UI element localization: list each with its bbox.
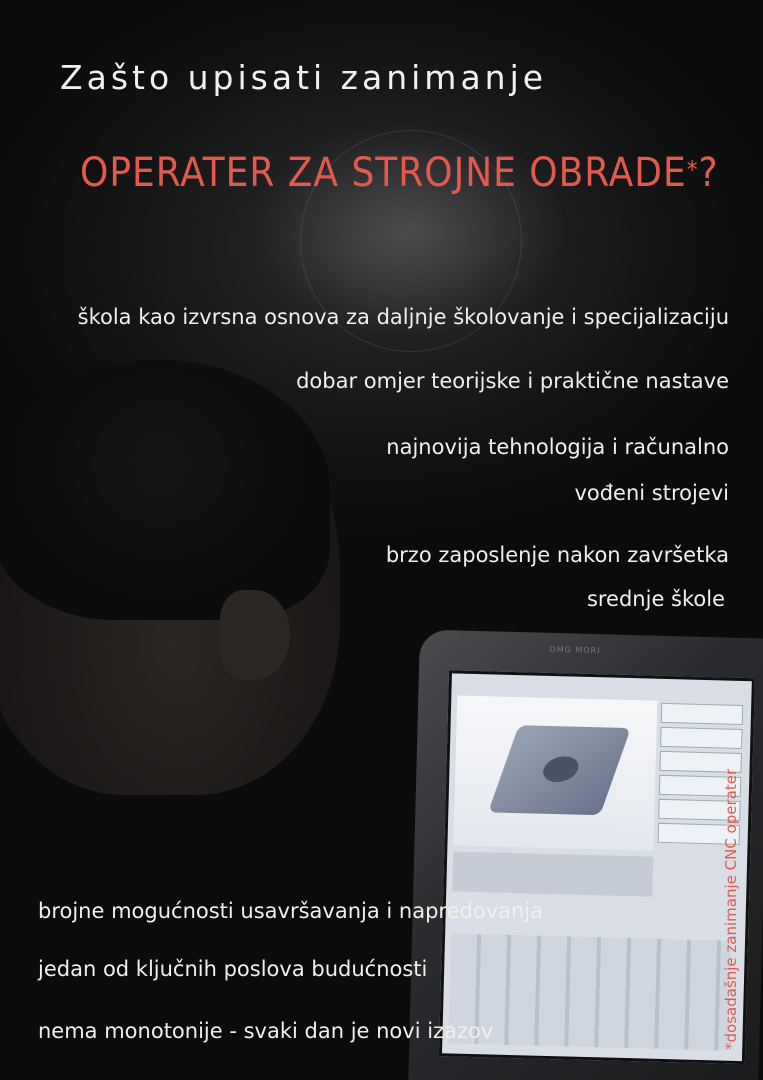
bullet-2: dobar omjer teorijske i praktične nastave	[296, 369, 729, 393]
side-softkey	[660, 727, 742, 749]
cnc-screen	[439, 670, 755, 1064]
footnote-vertical: *dosadašnje zanimanje CNC operater	[722, 768, 740, 1050]
bullet-6: jedan od ključnih poslova budućnosti	[38, 957, 428, 981]
workpiece-image	[488, 725, 631, 815]
person-hair	[0, 360, 330, 620]
title-occupation: OPERATER ZA STROJNE OBRADE	[80, 150, 687, 196]
bullet-5: brojne mogućnosti usavršavanja i napredovanja	[38, 899, 543, 923]
bullet-4-line-2: srednje škole	[586, 587, 725, 611]
title-question-mark: ?	[698, 150, 719, 196]
cnc-control-panel	[408, 629, 763, 1080]
side-softkey	[661, 703, 743, 725]
bullet-7: nema monotonije - svaki dan je novi izazov	[38, 1019, 494, 1043]
3d-part-view	[453, 695, 657, 850]
machine-brand: DMG MORI	[549, 644, 601, 656]
bullet-3-line-1: najnovija tehnologija i računalno	[386, 435, 729, 459]
bullet-4-line-1: brzo zaposlenje nakon završetka	[385, 543, 729, 567]
bullet-3-line-2: vođeni strojevi	[574, 481, 729, 505]
person-ear	[220, 590, 290, 680]
title-line-1: Zašto upisati zanimanje	[60, 58, 548, 97]
title-line-2	[80, 150, 719, 196]
title-asterisk: *	[686, 156, 699, 184]
bullet-1: škola kao izvrsna osnova za daljnje školovanje i specijalizaciju	[77, 305, 729, 329]
status-bar	[452, 851, 653, 896]
